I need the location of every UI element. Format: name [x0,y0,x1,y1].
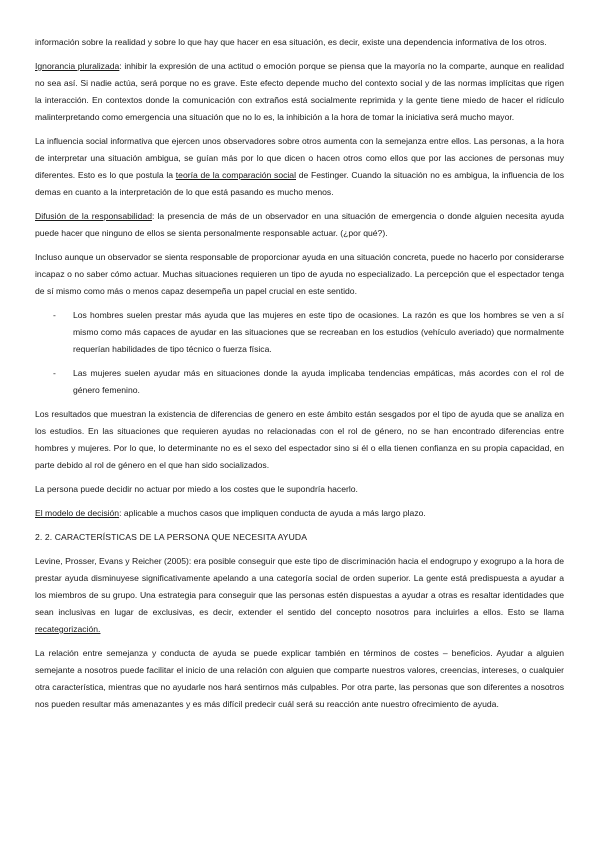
paragraph [35,208,564,242]
paragraph-text: de Festinger. Cuando la situación no es ambigua, la influencia de los demas en cuanto a la interpretación de lo que está pasando es mucho menos. [35,170,565,197]
bullet-list [35,307,564,399]
list-item [35,365,564,399]
dash-bullet: - [53,368,56,378]
paragraph-text: información sobre la realidad y sobre lo que hay que hacer en esa situación, es decir, existe una dependencia informativa de los otros. [35,37,547,47]
paragraph [35,58,564,126]
section-heading: 2. 2. CARACTERÍSTICAS DE LA PERSONA QUE NECESITA AYUDA [35,532,308,542]
term-modelo-decision: El modelo de decisión [35,508,120,518]
paragraph [35,249,564,300]
term-difusion-responsabilidad: Difusión de la responsabilidad [35,211,152,221]
term-recategorizacion: recategorización. [35,624,101,634]
paragraph-text: : inhibir la expresión de una actitud o emoción porque se piensa que la mayoría no la comparte, aunque en realidad no sea así. Si nadie actúa, será porque no es grave. Este efecto depende mucho del contexto social y de las normas implícitas que rigen la interacción. En contextos donde la comunicación con extraños está socialmente reprimida y la gente tiene miedo de hacer el ridículo malinterpretando como emergencia una situación que no lo es, la inhibición a la hora de tomar la iniciativa será mucho mayor. [35,61,564,122]
paragraph-text: Incluso aunque un observador se sienta responsable de proporcionar ayuda en una situación concreta, puede no hacerlo por considerarse incapaz o no saber cómo actuar. Muchas situaciones requieren un tipo de ayuda no especializado. La percepción que el espectador tenga de sí mismo como más o menos capaz desempeña un papel crucial en este sentido. [35,252,564,296]
paragraph [35,406,564,474]
paragraph-text: La influencia social informativa que ejercen unos observadores sobre otros aumenta con la semejanza entre ellos. Las personas, a la hora de interpretar una situación ambigua, se guían más por lo que dicen o hacen otros como ellos que por las acciones de personas muy diferentes. Esto es lo que postula la [35,136,564,180]
paragraph [35,645,564,713]
paragraph-text: Levine, Prosser, Evans y Reicher (2005): era posible conseguir que este tipo de discriminación hacia el endogrupo y exogrupo a la hora de prestar ayuda disminuyese significativamente apelando a una categoría social de orden superior. La gente está predispuesta a ayudar a los miembros de su grupo. Una estrategia para conseguir que las personas estén dispuestas a ayudar a otras es resaltar identidades que sean inclusivas en lugar de exclusivas, es decir, extender el sentido del concepto nosotros para incluirles a ellos. Esto se llama [35,556,564,617]
list-item-text: Las mujeres suelen ayudar más en situaciones donde la ayuda implicaba tendencias empáticas, más acordes con el rol de género femenino. [73,368,564,395]
document-page [35,34,564,720]
list-item [35,307,564,358]
paragraph [35,133,564,201]
dash-bullet: - [53,310,56,320]
list-item-text: Los hombres suelen prestar más ayuda que las mujeres en este tipo de ocasiones. La razón es que los hombres se ven a sí mismo como más capaces de ayudar en las situaciones que se recreaban en los estudios (vehículo averiado) que normalmente requerían habilidades de tipo técnico o fuerza física. [73,310,564,354]
paragraph [35,505,564,522]
link-teoria-comparacion-social: teoría de la comparación social [175,170,296,180]
paragraph-text: Los resultados que muestran la existencia de diferencias de genero en este ámbito están sesgados por el tipo de ayuda que se analiza en los estudios. En las situaciones que requieren ayudas no relacionadas con el rol de género, no se han encontrado diferencias entre hombres y mujeres. Por lo que, lo determinante no es el sexo del espectador sino si él o ella tienen confianza en su propia capacidad, en parte debido al rol de género en el que han sido socializados. [35,409,564,470]
term-ignorancia-pluralizada: Ignorancia pluralizada [35,61,120,71]
paragraph [35,481,564,498]
paragraph-text: La persona puede decidir no actuar por miedo a los costes que le supondría hacerlo. [35,484,358,494]
paragraph-text: La relación entre semejanza y conducta de ayuda se puede explicar también en términos de costes – beneficios. Ayudar a alguien semejante a nosotros puede facilitar el inicio de una relación con alguien que comparte nuestros valores, creencias, intereses, o cualquier otra característica, mientras que no ayudarle nos hará sentirnos más culpables. Por otra parte, las personas que son diferentes a nosotros nos pueden resultar más amenazantes y es más difícil predecir cuál será su reacción ante nuestro ofrecimiento de ayuda. [35,648,564,709]
paragraph-text: : aplicable a muchos casos que impliquen conducta de ayuda a más largo plazo. [119,508,426,518]
paragraph [35,553,564,638]
paragraph [35,34,564,51]
paragraph-text: : la presencia de más de un observador en una situación de emergencia o donde alguien necesita ayuda puede hacer que ninguno de ellos se sienta personalmente responsable actuar. (¿por qué?). [35,211,564,238]
